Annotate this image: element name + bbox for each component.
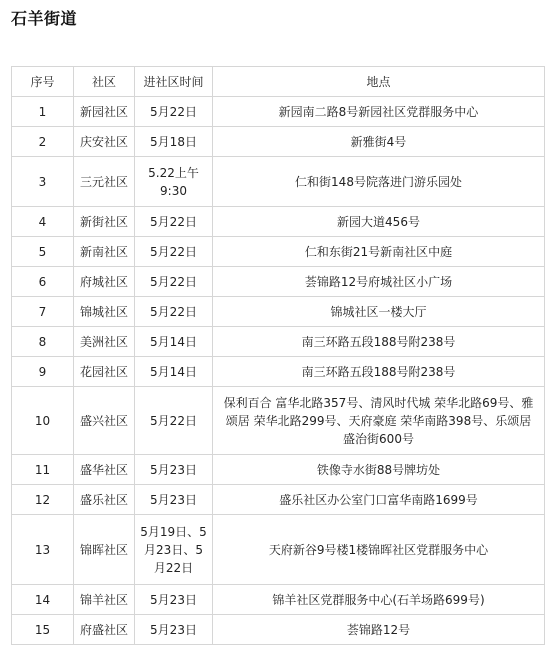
cell-community: 盛乐社区 (74, 485, 135, 515)
cell-time: 5月22日 (135, 297, 213, 327)
cell-time: 5月19日、5月23日、5月22日 (135, 515, 213, 585)
cell-location: 铁像寺水街88号牌坊处 (213, 455, 545, 485)
table-header-row (12, 67, 545, 97)
table-row (12, 267, 545, 297)
table-row (12, 357, 545, 387)
cell-location: 盛乐社区办公室门口富华南路1699号 (213, 485, 545, 515)
cell-time: 5月14日 (135, 357, 213, 387)
cell-location: 南三环路五段188号附238号 (213, 327, 545, 357)
page-title: 石羊街道 (11, 9, 78, 28)
cell-community: 锦晖社区 (74, 515, 135, 585)
cell-community: 盛华社区 (74, 455, 135, 485)
cell-time: 5月23日 (135, 585, 213, 615)
table-row (12, 237, 545, 267)
cell-time: 5月14日 (135, 327, 213, 357)
table-row (12, 585, 545, 615)
cell-location: 仁和街148号院落进门游乐园处 (213, 157, 545, 207)
cell-community: 花园社区 (74, 357, 135, 387)
cell-no: 4 (12, 207, 74, 237)
header-time: 进社区时间 (135, 67, 213, 97)
cell-time: 5月22日 (135, 267, 213, 297)
header-community: 社区 (74, 67, 135, 97)
table-row (12, 127, 545, 157)
table-row (12, 327, 545, 357)
cell-time: 5月23日 (135, 615, 213, 645)
table-row (12, 387, 545, 455)
cell-no: 12 (12, 485, 74, 515)
cell-no: 11 (12, 455, 74, 485)
table-row (12, 297, 545, 327)
cell-location: 南三环路五段188号附238号 (213, 357, 545, 387)
cell-location: 新园大道456号 (213, 207, 545, 237)
cell-time: 5月23日 (135, 485, 213, 515)
cell-location: 锦羊社区党群服务中心(石羊场路699号) (213, 585, 545, 615)
cell-community: 盛兴社区 (74, 387, 135, 455)
cell-location: 天府新谷9号楼1楼锦晖社区党群服务中心 (213, 515, 545, 585)
community-schedule-table (11, 66, 545, 645)
cell-no: 15 (12, 615, 74, 645)
cell-community: 府城社区 (74, 267, 135, 297)
header-no: 序号 (12, 67, 74, 97)
cell-location: 新园南二路8号新园社区党群服务中心 (213, 97, 545, 127)
cell-time: 5月23日 (135, 455, 213, 485)
header-location: 地点 (213, 67, 545, 97)
cell-community: 三元社区 (74, 157, 135, 207)
table-row (12, 97, 545, 127)
cell-no: 7 (12, 297, 74, 327)
cell-no: 8 (12, 327, 74, 357)
cell-community: 新南社区 (74, 237, 135, 267)
cell-location: 保利百合 富华北路357号、清风时代城 荣华北路69号、雅颂居 荣华北路299号、天府豪庭 荣华南路398号、乐颂居 盛治街600号 (213, 387, 545, 455)
cell-time: 5月22日 (135, 97, 213, 127)
cell-no: 5 (12, 237, 74, 267)
cell-no: 3 (12, 157, 74, 207)
cell-community: 新园社区 (74, 97, 135, 127)
table-row (12, 515, 545, 585)
cell-no: 6 (12, 267, 74, 297)
cell-time: 5月18日 (135, 127, 213, 157)
cell-location: 新雅街4号 (213, 127, 545, 157)
cell-community: 锦城社区 (74, 297, 135, 327)
cell-no: 9 (12, 357, 74, 387)
cell-location: 仁和东街21号新南社区中庭 (213, 237, 545, 267)
cell-community: 新街社区 (74, 207, 135, 237)
cell-no: 1 (12, 97, 74, 127)
cell-time: 5月22日 (135, 237, 213, 267)
cell-time: 5月22日 (135, 207, 213, 237)
cell-community: 府盛社区 (74, 615, 135, 645)
cell-location: 荟锦路12号府城社区小广场 (213, 267, 545, 297)
cell-community: 锦羊社区 (74, 585, 135, 615)
table-row (12, 615, 545, 645)
cell-location: 荟锦路12号 (213, 615, 545, 645)
cell-location: 锦城社区一楼大厅 (213, 297, 545, 327)
cell-time: 5月22日 (135, 387, 213, 455)
cell-no: 14 (12, 585, 74, 615)
table-row (12, 485, 545, 515)
table-row (12, 157, 545, 207)
cell-no: 2 (12, 127, 74, 157)
cell-community: 庆安社区 (74, 127, 135, 157)
table-row (12, 207, 545, 237)
cell-community: 美洲社区 (74, 327, 135, 357)
cell-no: 13 (12, 515, 74, 585)
table-row (12, 455, 545, 485)
cell-no: 10 (12, 387, 74, 455)
cell-time: 5.22上午9:30 (135, 157, 213, 207)
